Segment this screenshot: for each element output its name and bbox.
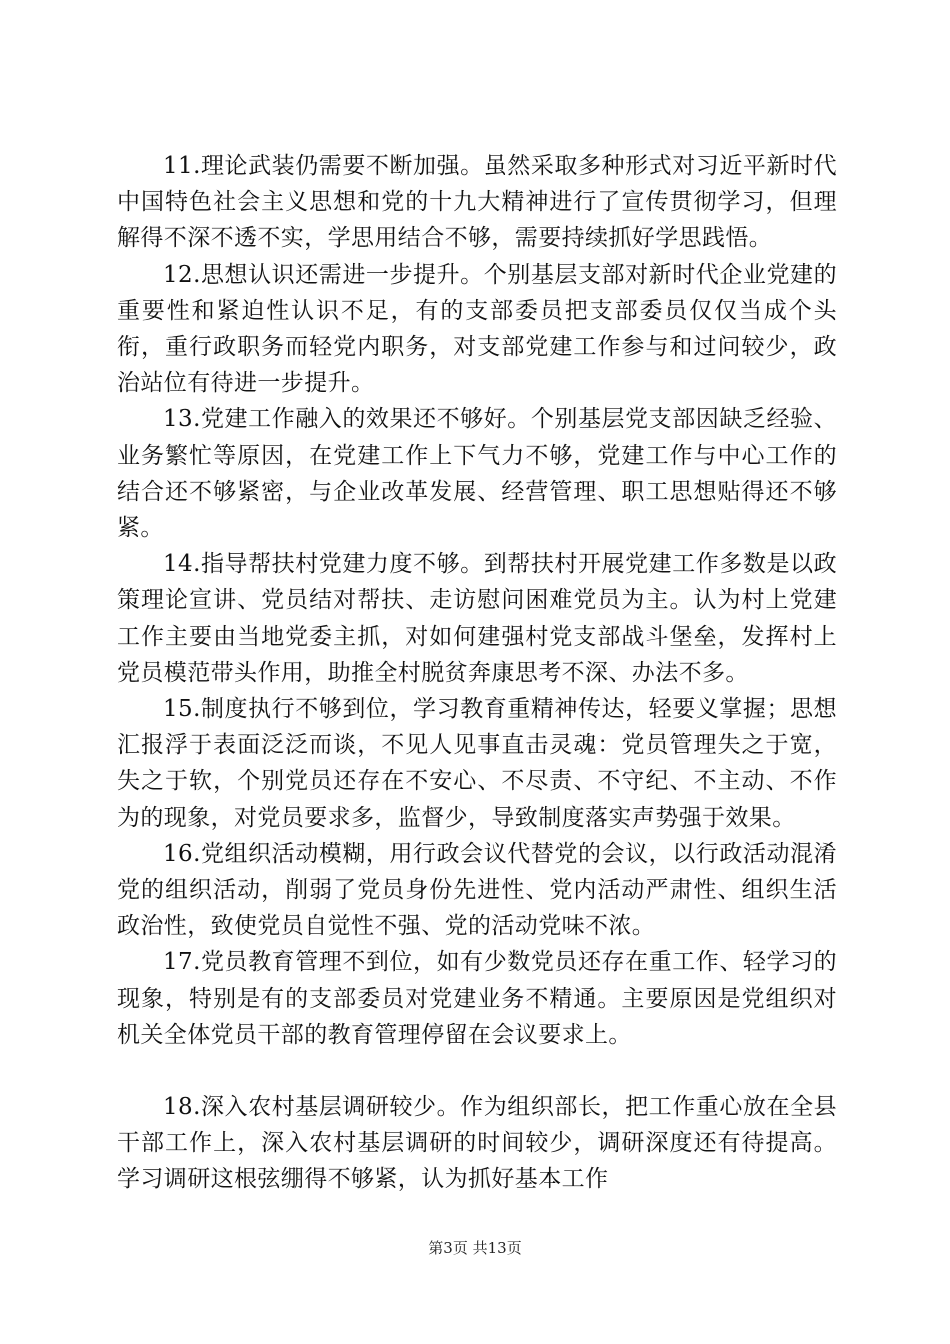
paragraph-11: 11.理论武装仍需要不断加强。虽然采取多种形式对习近平新时代中国特色社会主义思想和党的十九大精神进行了宣传贯彻学习，但理解得不深不透不实，学思用结合不够，需要持续抓好学思践悟。: [117, 153, 837, 252]
page-number-footer: 第3页 共13页: [428, 1239, 522, 1257]
paragraph-15: 15.制度执行不够到位，学习教育重精神传达，轻要义掌握；思想汇报浮于表面泛泛而谈，不见人见事直击灵魂：党员管理失之于宽，失之于软，个别党员还存在不安心、不尽责、不守纪、不主动、不作为的现象，对党员要求多，监督少，导致制度落实声势强于效果。: [117, 696, 837, 831]
paragraph-17: 17.党员教育管理不到位，如有少数党员还存在重工作、轻学习的现象，特别是有的支部委员对党建业务不精通。主要原因是党组织对机关全体党员干部的教育管理停留在会议要求上。: [117, 949, 837, 1048]
paragraph-14: 14.指导帮扶村党建力度不够。到帮扶村开展党建工作多数是以政策理论宣讲、党员结对帮扶、走访慰问困难党员为主。认为村上党建工作主要由当地党委主抓，对如何建强村党支部战斗堡垒，发挥村上党员模范带头作用，助推全村脱贫奔康思考不深、办法不多。: [117, 551, 837, 686]
paragraph-18: 18.深入农村基层调研较少。作为组织部长，把工作重心放在全县干部工作上，深入农村基层调研的时间较少，调研深度还有待提高。学习调研这根弦绷得不够紧，认为抓好基本工作: [117, 1094, 837, 1193]
paragraph-13: 13.党建工作融入的效果还不够好。个别基层党支部因缺乏经验、业务繁忙等原因，在党建工作上下气力不够，党建工作与中心工作的结合还不够紧密，与企业改革发展、经营管理、职工思想贴得还不够紧。: [117, 406, 837, 542]
document-body: [117, 148, 837, 1198]
paragraph-12: 12.思想认识还需进一步提升。个别基层支部对新时代企业党建的重要性和紧迫性认识不足，有的支部委员把支部委员仅仅当成个头衔，重行政职务而轻党内职务，对支部党建工作参与和过问较少，政治站位有待进一步提升。: [117, 261, 837, 397]
paragraph-16: 16.党组织活动模糊，用行政会议代替党的会议，以行政活动混淆党的组织活动，削弱了党员身份先进性、党内活动严肃性、组织生活政治性，致使党员自觉性不强、党的活动党味不浓。: [117, 840, 837, 940]
